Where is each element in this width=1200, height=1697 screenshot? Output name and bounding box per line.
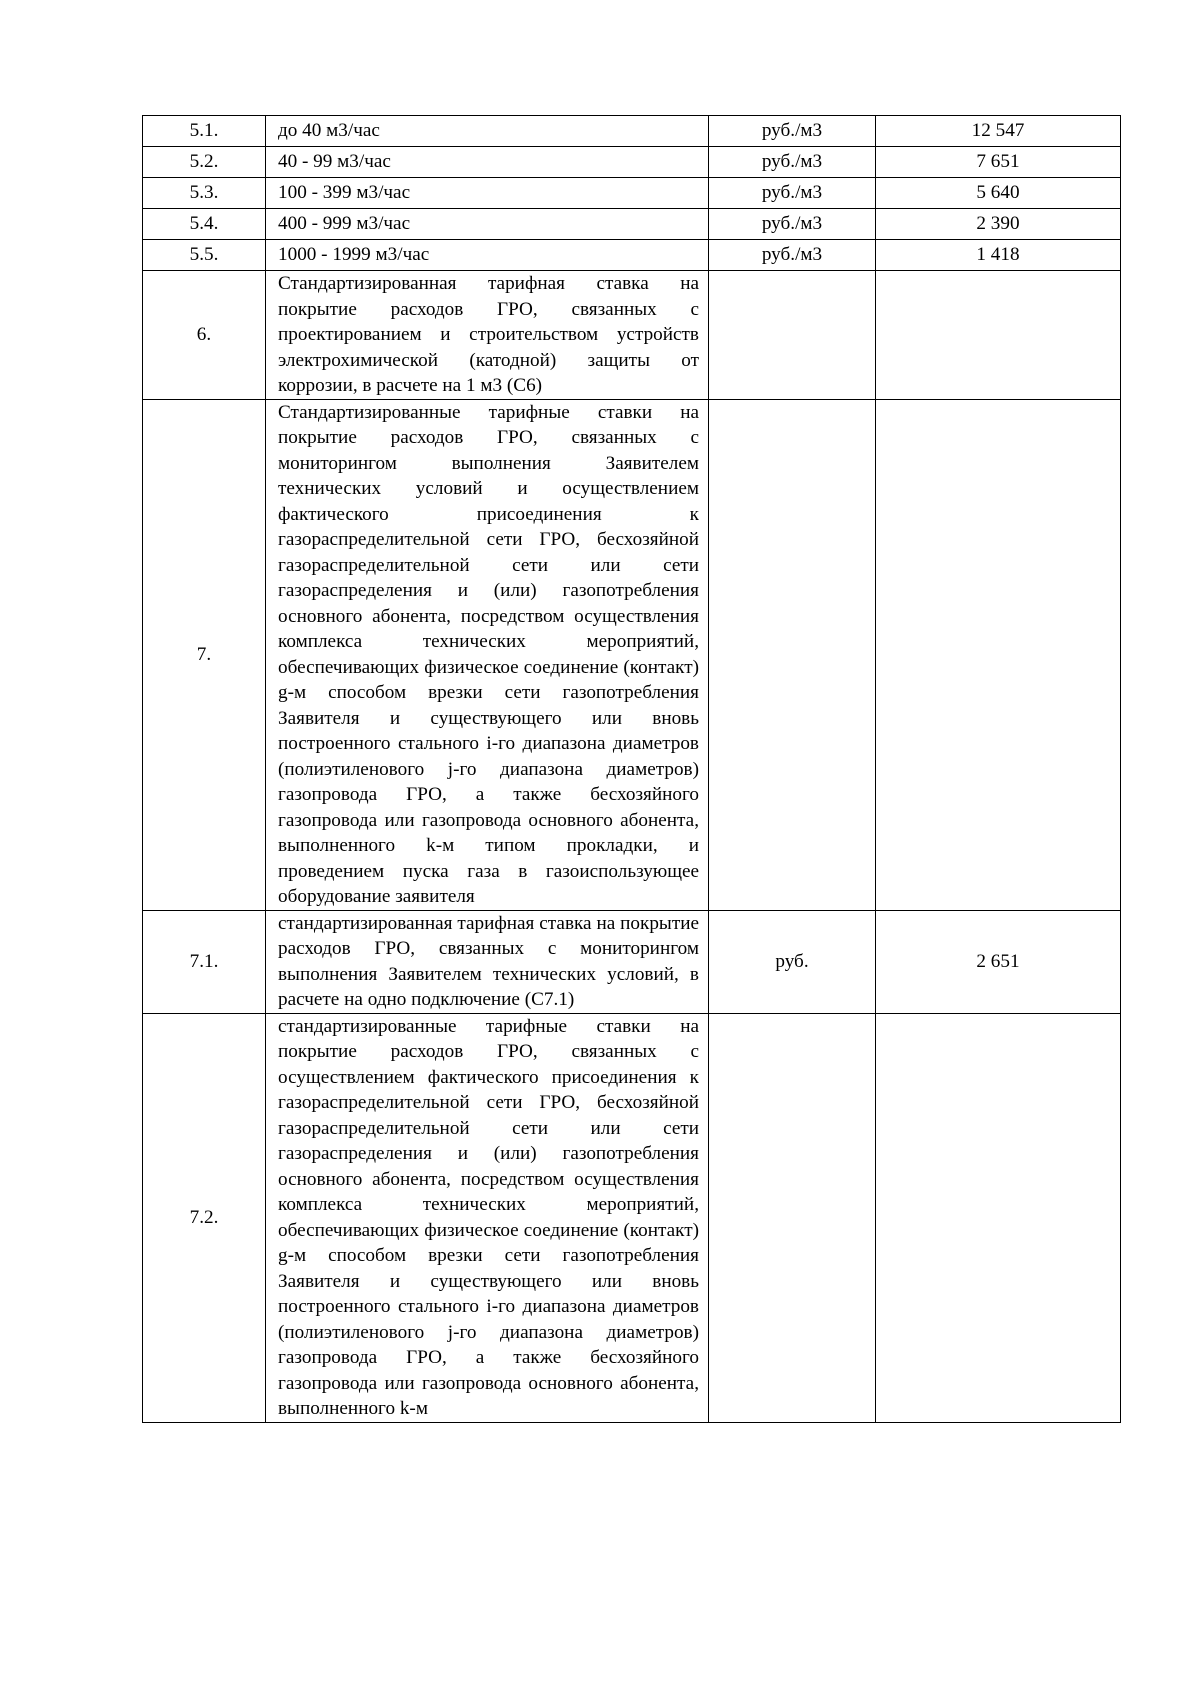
tariff-table [142, 115, 1121, 1423]
row-number: 5.4. [143, 209, 266, 240]
row-number: 6. [143, 271, 266, 400]
table-row [143, 399, 1121, 910]
row-description: стандартизированная тарифная ставка на покрытие расходов ГРО, связанных с мониторингом выполнения Заявителем технических условий, в расчете на одно подключение (С7.1) [266, 910, 709, 1013]
row-description: 400 - 999 м3/час [266, 209, 709, 240]
table-row [143, 910, 1121, 1013]
row-number: 7. [143, 399, 266, 910]
row-number: 5.1. [143, 116, 266, 147]
row-description: стандартизированные тарифные ставки на покрытие расходов ГРО, связанных с осуществлением фактического присоединения к газораспределительной сети ГРО, бесхозяйной газораспределительной сети или сети газораспределения и (или) газопотребления основного абонента, посредством осуществления комплекса технических мероприятий, обеспечивающих физическое соединение (контакт) g-м способом врезки сети газопотребления Заявителя и существующего или вновь построенного стального i-го диапазона диаметров (полиэтиленового j-го диапазона диаметров) газопровода ГРО, а также бесхозяйного газопровода или газопровода основного абонента, выполненного k-м [266, 1013, 709, 1422]
row-value: 5 640 [876, 178, 1121, 209]
row-value: 2 651 [876, 910, 1121, 1013]
row-number: 5.5. [143, 240, 266, 271]
row-value: 7 651 [876, 147, 1121, 178]
row-value: 12 547 [876, 116, 1121, 147]
table-row [143, 178, 1121, 209]
row-description: Стандартизированная тарифная ставка на покрытие расходов ГРО, связанных с проектированием и строительством устройств электрохимической (катодной) защиты от коррозии, в расчете на 1 м3 (С6) [266, 271, 709, 400]
row-description: Стандартизированные тарифные ставки на покрытие расходов ГРО, связанных с мониторингом выполнения Заявителем технических условий и осуществлением фактического присоединения к газораспределительной сети ГРО, бесхозяйной газораспределительной сети или сети газораспределения и (или) газопотребления основного абонента, посредством осуществления комплекса технических мероприятий, обеспечивающих физическое соединение (контакт) g-м способом врезки сети газопотребления Заявителя и существующего или вновь построенного стального i-го диапазона диаметров (полиэтиленового j-го диапазона диаметров) газопровода ГРО, а также бесхозяйного газопровода или газопровода основного абонента, выполненного k-м типом прокладки, и проведением пуска газа в газоиспользующее оборудование заявителя [266, 399, 709, 910]
table-row [143, 271, 1121, 400]
row-value [876, 1013, 1121, 1422]
row-description: 100 - 399 м3/час [266, 178, 709, 209]
row-unit: руб./м3 [709, 240, 876, 271]
row-value [876, 399, 1121, 910]
row-number: 7.2. [143, 1013, 266, 1422]
row-unit: руб. [709, 910, 876, 1013]
row-number: 5.3. [143, 178, 266, 209]
row-description: 40 - 99 м3/час [266, 147, 709, 178]
table-row [143, 147, 1121, 178]
row-value: 1 418 [876, 240, 1121, 271]
row-number: 7.1. [143, 910, 266, 1013]
row-description: 1000 - 1999 м3/час [266, 240, 709, 271]
row-description: до 40 м3/час [266, 116, 709, 147]
table-row [143, 240, 1121, 271]
row-number: 5.2. [143, 147, 266, 178]
row-value [876, 271, 1121, 400]
row-unit: руб./м3 [709, 116, 876, 147]
row-unit: руб./м3 [709, 209, 876, 240]
row-value: 2 390 [876, 209, 1121, 240]
table-row [143, 209, 1121, 240]
table-row [143, 116, 1121, 147]
row-unit [709, 271, 876, 400]
row-unit [709, 399, 876, 910]
row-unit: руб./м3 [709, 147, 876, 178]
table-row [143, 1013, 1121, 1422]
row-unit [709, 1013, 876, 1422]
row-unit: руб./м3 [709, 178, 876, 209]
